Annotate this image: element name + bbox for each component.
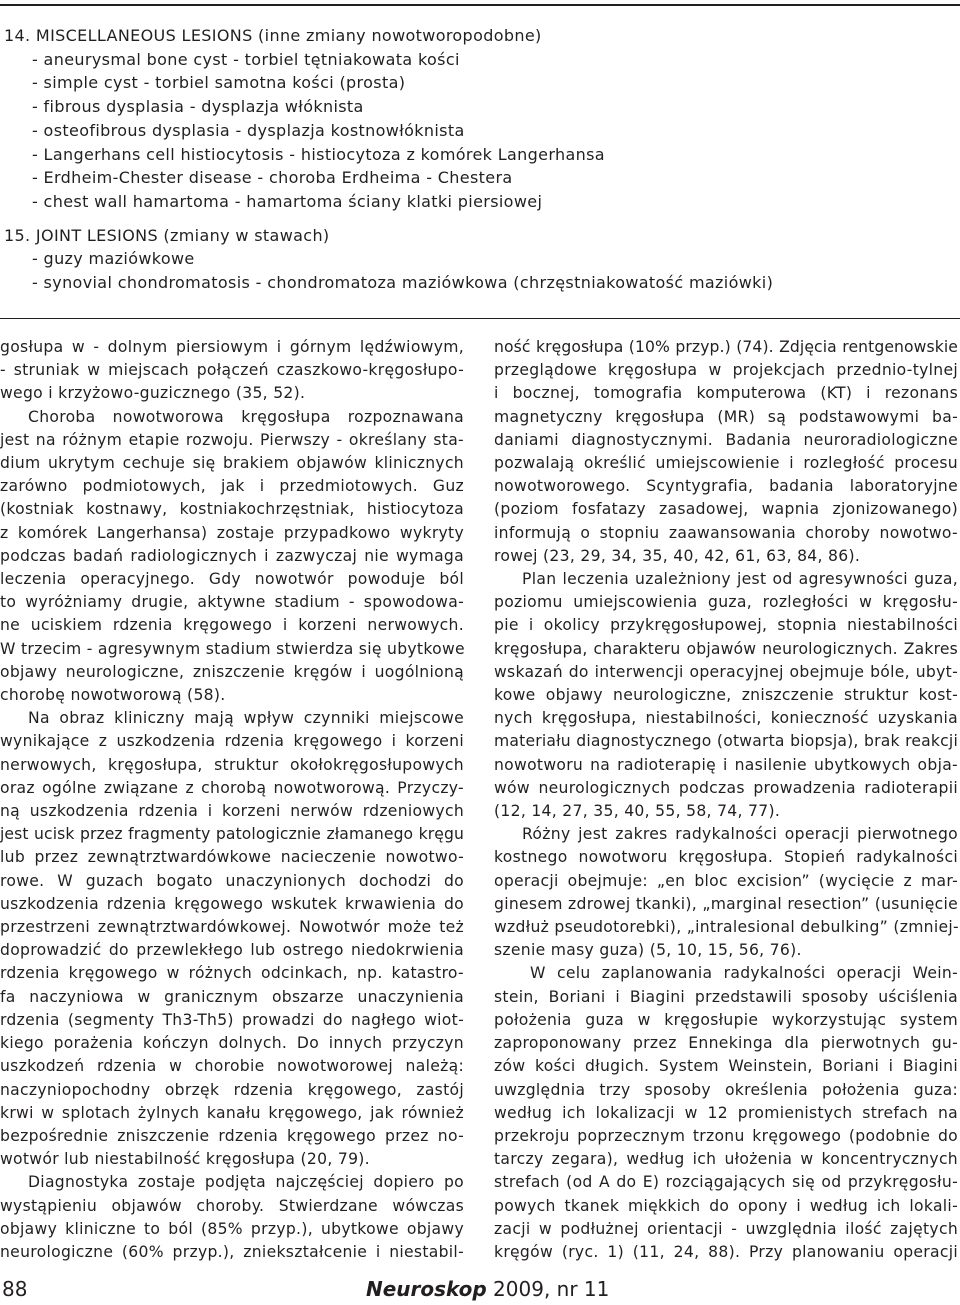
text-line: operacji obejmuje: „en bloc excision” (wycięcie z mar- (494, 871, 958, 890)
text-line: objawy kliniczne to ból (85% przyp.), ubytkowe objawy (0, 1219, 464, 1238)
text-line: pozwalają określić umiejscowienie i rozległość procesu (494, 454, 958, 473)
text-line: podczas badań radiologicznych i zazwyczaj nie wymaga (0, 546, 464, 565)
text-line: uszkodzenia rdzenia kręgowego wskutek krwawienia do (0, 894, 464, 913)
page-number: 88 (2, 1277, 28, 1301)
text-line: (kostniak kostnawy, kostniakochrzęstniak, histiocytoza (0, 500, 464, 519)
text-line: nowotworowego. Scyntygrafia, badania laboratoryjne (494, 477, 958, 496)
list-item: - Erdheim-Chester disease - choroba Erdheima - Chestera (32, 168, 513, 188)
text-line: wów neurologicznych podczas prowadzenia radioterapii (494, 778, 958, 797)
text-line: zacji w podłużnej orientacji - uwzględnia ilość zajętych (494, 1219, 958, 1238)
list-item: - fibrous dysplasia - dysplazja włóknista (32, 97, 364, 117)
text-line: doprowadzić do przewlekłego lub ostrego niedokrwienia (0, 941, 464, 960)
text-line: zarówno podmiotowych, jak i przedmiotowych. Guz (0, 477, 464, 496)
text-line: stein, Boriani i Biagini przedstawili sposoby uściślenia (494, 987, 958, 1006)
text-line: wynikające z uszkodzenia rdzenia kręgowego i korzeni (0, 732, 464, 751)
text-line: rdzenia kręgowego w różnych odcinkach, np. katastro- (0, 964, 464, 983)
text-line: chorobę nowotworową (58). (0, 686, 226, 705)
text-line: kostnego nowotworu kręgosłupa. Stopień radykalności (494, 848, 958, 867)
text-line: strefach (od A do E) rozciągających się od przykręgosłu- (494, 1173, 958, 1192)
section-heading: 15. JOINT LESIONS (zmiany w stawach) (4, 225, 330, 245)
text-line: bezpośrednie zniszczenie rdzenia kręgowego przez no- (0, 1126, 464, 1145)
text-line: fa naczyniowa w granicznym obszarze unaczynienia (0, 987, 464, 1006)
journal-issue: 2009, nr 11 (486, 1277, 610, 1301)
text-line: materiału diagnostycznego (otwarta biopsja), brak reakcji (494, 732, 958, 751)
text-line: jest ucisk przez fragmenty patologicznie złamanego kręgu (0, 825, 464, 844)
text-line: krwi w splotach żylnych kanału kręgowego, jak również (0, 1103, 464, 1122)
text-line: nych kręgosłupa, niestabilności, konieczność uzyskania (494, 709, 958, 728)
text-line: kręgów (ryc. 1) (11, 24, 88). Przy planowaniu operacji (494, 1242, 958, 1261)
text-line: naczyniopochodny obrzęk rdzenia kręgowego, zastój (0, 1080, 464, 1099)
list-item: - chest wall hamartoma - hamartoma ściany klatki piersiowej (32, 191, 543, 211)
text-line: W trzecim - agresywnym stadium stwierdza się ubytkowe (0, 639, 465, 658)
right-text-column (494, 336, 958, 1264)
top-rule (0, 4, 960, 6)
text-line: neurologiczne (60% przyp.), zniekształcenie i niestabil- (0, 1242, 464, 1261)
text-line: wzdłuż pseudotorebki), „intralesional debulking” (zmniej- (494, 918, 959, 937)
text-line: położenia guza w kręgosłupie wykorzystując system (494, 1010, 958, 1029)
text-line: (12, 14, 27, 35, 40, 55, 58, 74, 77). (494, 802, 781, 821)
journal-name: Neuroskop (366, 1277, 487, 1301)
text-line: zów kości długich. System Weinstein, Boriani i Biagini (494, 1057, 958, 1076)
text-line: poziomu umiejscowienia guza, rozległości w kręgosłu- (494, 593, 958, 612)
text-line: przestrzeni zewnątrztwardówkowej. Nowotwór może też (0, 918, 464, 937)
text-line: wego i krzyżowo-guzicznego (35, 52). (0, 384, 306, 403)
text-line: lub przez zewnątrztwardówkowe nacieczenie nowotwo- (0, 848, 464, 867)
text-line: jest na różnym etapie rozwoju. Pierwszy - określany sta- (0, 430, 464, 449)
text-line: nerwowych, kręgosłupa, struktur okołokręgosłupowych (0, 755, 464, 774)
text-line: leczenia operacyjnego. Gdy nowotwór powoduje ból (0, 570, 464, 589)
list-item: - Langerhans cell histiocytosis - histiocytoza z komórek Langerhansa (32, 144, 605, 164)
text-line: ność kręgosłupa (10% przyp.) (74). Zdjęcia rentgenowskie (494, 338, 958, 356)
text-line: Choroba nowotworowa kręgosłupa rozpoznawana (28, 407, 464, 426)
text-line: Różny jest zakres radykalności operacji pierwotnego (522, 825, 958, 844)
text-line: wskazań do interwencji operacyjnej obejmuje bóle, ubyt- (494, 662, 958, 681)
text-line: gosłupa w - dolnym piersiowym i górnym lędźwiowym, (0, 338, 464, 356)
list-item: - aneurysmal bone cyst - torbiel tętniakowata kości (32, 49, 460, 69)
section-heading: 14. MISCELLANEOUS LESIONS (inne zmiany nowotworopodobne) (4, 26, 542, 45)
journal-citation (366, 1274, 609, 1304)
text-line: kiego porażenia kończyn dolnych. Do innych przyczyn (0, 1034, 464, 1053)
text-line: magnetyczny kręgosłupa (MR) są podstawowymi ba- (494, 407, 958, 426)
text-line: nowotworu na radioterapię i nasilenie ubytkowych obja- (494, 755, 958, 774)
text-line: rowej (23, 29, 34, 35, 40, 42, 61, 63, 84, 86). (494, 546, 861, 565)
text-line: zaproponowany przez Ennekinga dla pierwotnych gu- (494, 1034, 958, 1053)
text-line: rowe. W guzach bogato unaczynionych dochodzi do (0, 871, 464, 890)
text-line: wystąpieniu objawów choroby. Stwierdzane wówczas (0, 1196, 464, 1215)
text-line: pie i okolicy przykręgosłupowej, stopnia niestabilności (494, 616, 958, 635)
text-line: szenie masy guza) (5, 10, 15, 56, 76). (494, 941, 802, 960)
text-line: ną uszkodzenia rdzenia i korzeni nerwów rdzeniowych (0, 802, 464, 821)
text-line: z komórek Langerhansa) zostaje przypadkowo wykryty (0, 523, 464, 542)
list-item: - simple cyst - torbiel samotna kości (prosta) (32, 73, 406, 93)
text-line: według ich lokalizacji w 12 promienistych strefach na (494, 1103, 958, 1122)
list-item: - osteofibrous dysplasia - dysplazja kostnowłóknista (32, 120, 465, 140)
text-line: wotwór lub niestabilność kręgosłupa (20, 79). (0, 1150, 370, 1169)
text-line: (poziom fosfatazy zasadowej, wapnia zjonizowanego) (494, 500, 958, 519)
lesion-classification-box (4, 24, 954, 295)
list-item: - guzy maziówkowe (32, 249, 195, 269)
section-divider (0, 318, 960, 319)
text-line: objawy neurologiczne, zniszczenie kręgów i uogólnioną (0, 662, 464, 681)
text-line: W celu zaplanowania radykalności operacji Wein- (530, 964, 958, 983)
text-line: tarczy zegara), według ich ułożenia w koncentrycznych (494, 1150, 958, 1169)
text-line: uwzględnia trzy sposoby określenia położenia guza: (494, 1080, 958, 1099)
text-line: daniami diagnostycznymi. Badania neuroradiologiczne (494, 430, 958, 449)
text-line: to wyróżniamy drugie, aktywne stadium - spowodowa- (0, 593, 464, 612)
text-line: dium ukrytym cechuje się brakiem objawów klinicznych (0, 454, 464, 473)
text-line: Na obraz kliniczny mają wpływ czynniki miejscowe (28, 709, 464, 728)
text-line: i bocznej, tomografia komputerowa (KT) i rezonans (494, 384, 958, 403)
text-line: ne uciskiem rdzenia kręgowego i korzeni nerwowych. (0, 616, 464, 635)
text-line: uszkodzeń rdzenia w chorobie nowotworowej należą: (0, 1057, 464, 1076)
left-text-column (0, 336, 464, 1264)
text-line: kręgosłupa, charakteru objawów neurologicznych. Zakres (494, 639, 958, 658)
text-line: powych tkanek miękkich do opony i według ich lokali- (494, 1196, 958, 1215)
text-line: - struniak w miejscach połączeń czaszkowo-kręgosłupo- (0, 361, 464, 380)
text-line: informują o stopniu zaawansowania choroby nowotwo- (494, 523, 958, 542)
text-line: oraz ogólne związane z chorobą nowotworową. Przyczy- (0, 778, 464, 797)
text-line: przekroju poprzecznym trzonu kręgowego (podobnie do (494, 1126, 958, 1145)
text-line: kowe objawy neurologiczne, zniszczenie struktur kost- (494, 686, 958, 705)
text-line: przeglądowe kręgosłupa w projekcjach przednio-tylnej (494, 361, 958, 380)
page-footer (0, 1274, 620, 1304)
text-line: rdzenia (segmenty Th3-Th5) prowadzi do nagłego wiot- (0, 1010, 464, 1029)
text-line: ginesem zdrowej tkanki), „marginal resection” (usunięcie (494, 894, 958, 913)
text-line: Diagnostyka zostaje podjęta najczęściej dopiero po (28, 1173, 464, 1192)
text-line: Plan leczenia uzależniony jest od agresywności guza, (522, 570, 958, 589)
list-item: - synovial chondromatosis - chondromatoza maziówkowa (chrzęstniakowatość maziówki) (32, 273, 774, 293)
